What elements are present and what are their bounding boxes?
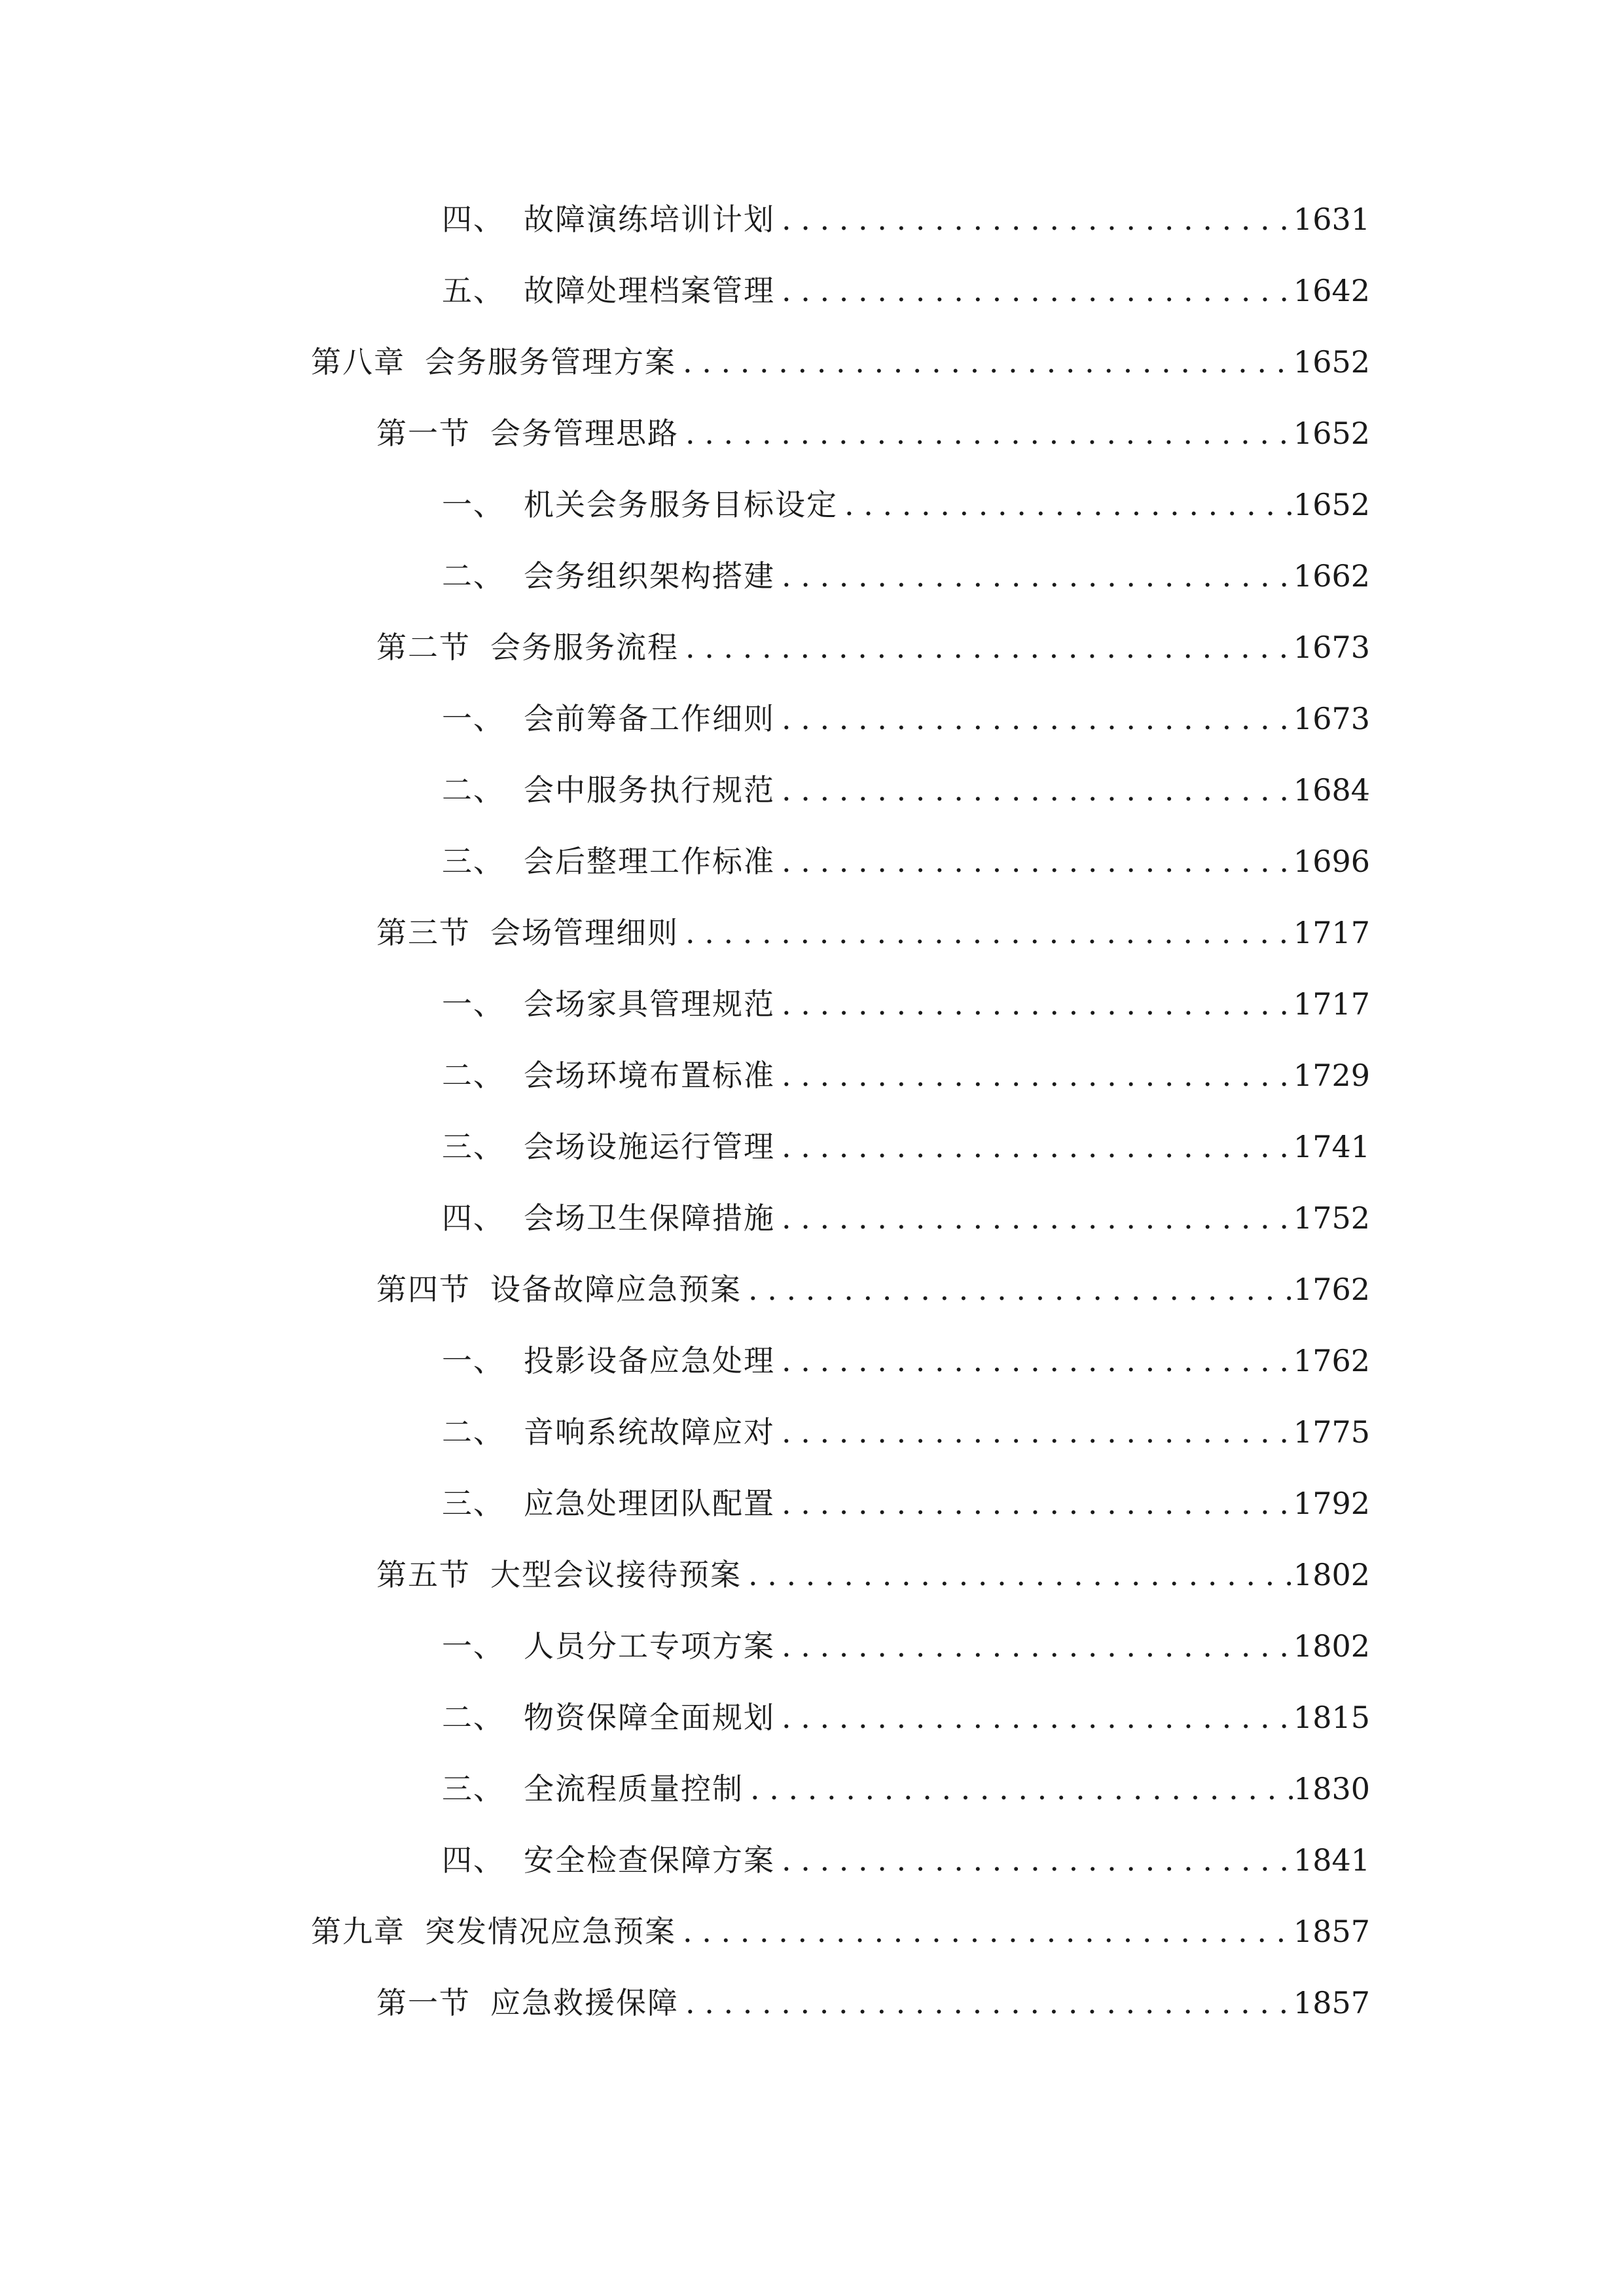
toc-entry-title: 机关会务服务目标设定 — [524, 487, 838, 522]
toc-entry[interactable] — [442, 1623, 1370, 1669]
toc-entry[interactable] — [442, 1195, 1370, 1241]
toc-leader-dots — [775, 981, 1293, 1027]
toc-entry-title: 会场设施运行管理 — [524, 1129, 775, 1164]
toc-entry-page: 1673 — [1293, 630, 1370, 665]
toc-entry[interactable] — [442, 268, 1370, 314]
toc-entry-number: 二、 — [442, 1414, 505, 1450]
toc-entry-title: 会场环境布置标准 — [524, 1058, 775, 1093]
toc-leader-dots — [775, 767, 1293, 813]
toc-entry-section[interactable] — [376, 910, 1370, 956]
toc-entry-page: 1729 — [1293, 1058, 1370, 1093]
toc-leader-dots — [775, 1837, 1293, 1883]
toc-leader-dots — [775, 1623, 1293, 1669]
toc-entry-number: 一、 — [442, 986, 505, 1022]
toc-entry-number: 三、 — [442, 844, 505, 879]
toc-entry[interactable] — [442, 981, 1370, 1027]
toc-entry-number: 三、 — [442, 1129, 505, 1164]
toc-entry-page: 1857 — [1293, 1985, 1370, 2020]
toc-entry[interactable] — [442, 553, 1370, 599]
toc-entry-section[interactable] — [376, 1552, 1370, 1598]
toc-entry-number: 四、 — [442, 202, 505, 237]
toc-leader-dots — [775, 196, 1293, 242]
toc-entry-number: 二、 — [442, 1700, 505, 1735]
toc-entry-number: 三、 — [442, 1486, 505, 1521]
toc-entry-title: 会后整理工作标准 — [524, 844, 775, 879]
toc-entry-page: 1830 — [1293, 1771, 1370, 1806]
toc-entry-page: 1673 — [1293, 701, 1370, 736]
toc-entry-title: 设备故障应急预案 — [490, 1272, 742, 1307]
toc-entry-chapter[interactable] — [311, 339, 1370, 385]
toc-entry-page: 1841 — [1293, 1842, 1370, 1878]
toc-entry-title: 投影设备应急处理 — [524, 1343, 775, 1378]
toc-entry-title: 安全检查保障方案 — [524, 1842, 775, 1878]
toc-entry-page: 1696 — [1293, 844, 1370, 879]
toc-leader-dots — [775, 553, 1293, 599]
toc-entry-page: 1775 — [1293, 1414, 1370, 1450]
toc-leader-dots — [775, 1409, 1293, 1455]
toc-entry[interactable] — [442, 1695, 1370, 1740]
toc-entry-page: 1652 — [1293, 487, 1370, 522]
toc-entry-title: 应急救援保障 — [490, 1985, 679, 2020]
toc-entry-title: 物资保障全面规划 — [524, 1700, 775, 1735]
toc-entry-title: 会务管理思路 — [490, 416, 679, 451]
toc-entry-section[interactable] — [376, 624, 1370, 670]
toc-entry-page: 1762 — [1293, 1272, 1370, 1307]
toc-entry-number: 三、 — [442, 1771, 505, 1806]
toc-entry-title: 故障处理档案管理 — [524, 273, 775, 308]
toc-entry-section[interactable] — [376, 1266, 1370, 1312]
toc-entry-section[interactable] — [376, 1980, 1370, 2026]
toc-entry-page: 1717 — [1293, 986, 1370, 1022]
toc-entry-title: 人员分工专项方案 — [524, 1628, 775, 1664]
toc-leader-dots — [742, 1266, 1293, 1312]
toc-entry[interactable] — [442, 1480, 1370, 1526]
toc-entry[interactable] — [442, 696, 1370, 742]
toc-entry-page: 1802 — [1293, 1628, 1370, 1664]
toc-leader-dots — [775, 268, 1293, 314]
toc-entry-title: 会场卫生保障措施 — [524, 1200, 775, 1236]
toc-leader-dots — [775, 1338, 1293, 1384]
toc-entry[interactable] — [442, 1338, 1370, 1384]
toc-entry-number: 一、 — [442, 1343, 505, 1378]
toc-entry[interactable] — [442, 767, 1370, 813]
toc-entry-page: 1815 — [1293, 1700, 1370, 1735]
toc-entry-page: 1741 — [1293, 1129, 1370, 1164]
toc-entry-title: 会务组织架构搭建 — [524, 558, 775, 594]
toc-leader-dots — [775, 838, 1293, 884]
toc-leader-dots — [838, 482, 1293, 528]
toc-leader-dots — [742, 1552, 1293, 1598]
toc-entry-title: 会场家具管理规范 — [524, 986, 775, 1022]
toc-entry-number: 四、 — [442, 1842, 505, 1878]
toc-entry-page: 1631 — [1293, 202, 1370, 237]
toc-entry-number: 二、 — [442, 558, 505, 594]
toc-entry[interactable] — [442, 1124, 1370, 1170]
toc-entry-number: 一、 — [442, 487, 505, 522]
toc-entry-page: 1802 — [1293, 1557, 1370, 1592]
toc-leader-dots — [679, 624, 1293, 670]
toc-entry-chapter[interactable] — [311, 1909, 1370, 1954]
toc-entry-page: 1662 — [1293, 558, 1370, 594]
toc-entry[interactable] — [442, 1052, 1370, 1098]
toc-entry-number: 二、 — [442, 1058, 505, 1093]
toc-entry-title: 会务服务管理方案 — [425, 344, 676, 380]
toc-entry-page: 1752 — [1293, 1200, 1370, 1236]
toc-entry-title: 会场管理细则 — [490, 915, 679, 950]
toc-entry-title: 会前筹备工作细则 — [524, 701, 775, 736]
toc-entry-number: 第一节 — [376, 416, 471, 451]
toc-entry-number: 第九章 — [311, 1914, 405, 1949]
toc-leader-dots — [775, 1195, 1293, 1241]
toc-entry-title: 故障演练培训计划 — [524, 202, 775, 237]
toc-leader-dots — [679, 1980, 1293, 2026]
toc-leader-dots — [775, 1052, 1293, 1098]
toc-entry-number: 四、 — [442, 1200, 505, 1236]
toc-leader-dots — [679, 910, 1293, 956]
toc-entry-number: 二、 — [442, 772, 505, 808]
toc-entry-page: 1857 — [1293, 1914, 1370, 1949]
toc-entry-number: 第八章 — [311, 344, 405, 380]
toc-entry-title: 突发情况应急预案 — [425, 1914, 676, 1949]
toc-leader-dots — [679, 410, 1293, 456]
toc-entry-number: 第二节 — [376, 630, 471, 665]
toc-entry[interactable] — [442, 1766, 1370, 1812]
toc-leader-dots — [775, 1124, 1293, 1170]
toc-entry-number: 第四节 — [376, 1272, 471, 1307]
toc-entry-number: 一、 — [442, 701, 505, 736]
toc-entry[interactable] — [442, 196, 1370, 242]
toc-entry[interactable] — [442, 1837, 1370, 1883]
toc-leader-dots — [676, 1909, 1293, 1954]
toc-entry-title: 会中服务执行规范 — [524, 772, 775, 808]
toc-entry-number: 第五节 — [376, 1557, 471, 1592]
toc-entry[interactable] — [442, 838, 1370, 884]
toc-entry-page: 1652 — [1293, 344, 1370, 380]
toc-entry[interactable] — [442, 1409, 1370, 1455]
toc-entry-page: 1762 — [1293, 1343, 1370, 1378]
toc-entry-title: 全流程质量控制 — [524, 1771, 744, 1806]
toc-entry-number: 第一节 — [376, 1985, 471, 2020]
toc-leader-dots — [744, 1766, 1293, 1812]
toc-entry[interactable] — [442, 482, 1370, 528]
toc-leader-dots — [676, 339, 1293, 385]
toc-entry-title: 会务服务流程 — [490, 630, 679, 665]
toc-entry-page: 1642 — [1293, 273, 1370, 308]
toc-entry-title: 大型会议接待预案 — [490, 1557, 742, 1592]
toc-entry-title: 应急处理团队配置 — [524, 1486, 775, 1521]
toc-entry-page: 1652 — [1293, 416, 1370, 451]
toc-entry-page: 1792 — [1293, 1486, 1370, 1521]
toc-leader-dots — [775, 1480, 1293, 1526]
toc-leader-dots — [775, 696, 1293, 742]
toc-entry-number: 五、 — [442, 273, 505, 308]
toc-entry-title: 音响系统故障应对 — [524, 1414, 775, 1450]
toc-entry-section[interactable] — [376, 410, 1370, 456]
toc-entry-number: 一、 — [442, 1628, 505, 1664]
toc-entry-number: 第三节 — [376, 915, 471, 950]
toc-entry-page: 1717 — [1293, 915, 1370, 950]
toc-entry-page: 1684 — [1293, 772, 1370, 808]
toc-leader-dots — [775, 1695, 1293, 1740]
